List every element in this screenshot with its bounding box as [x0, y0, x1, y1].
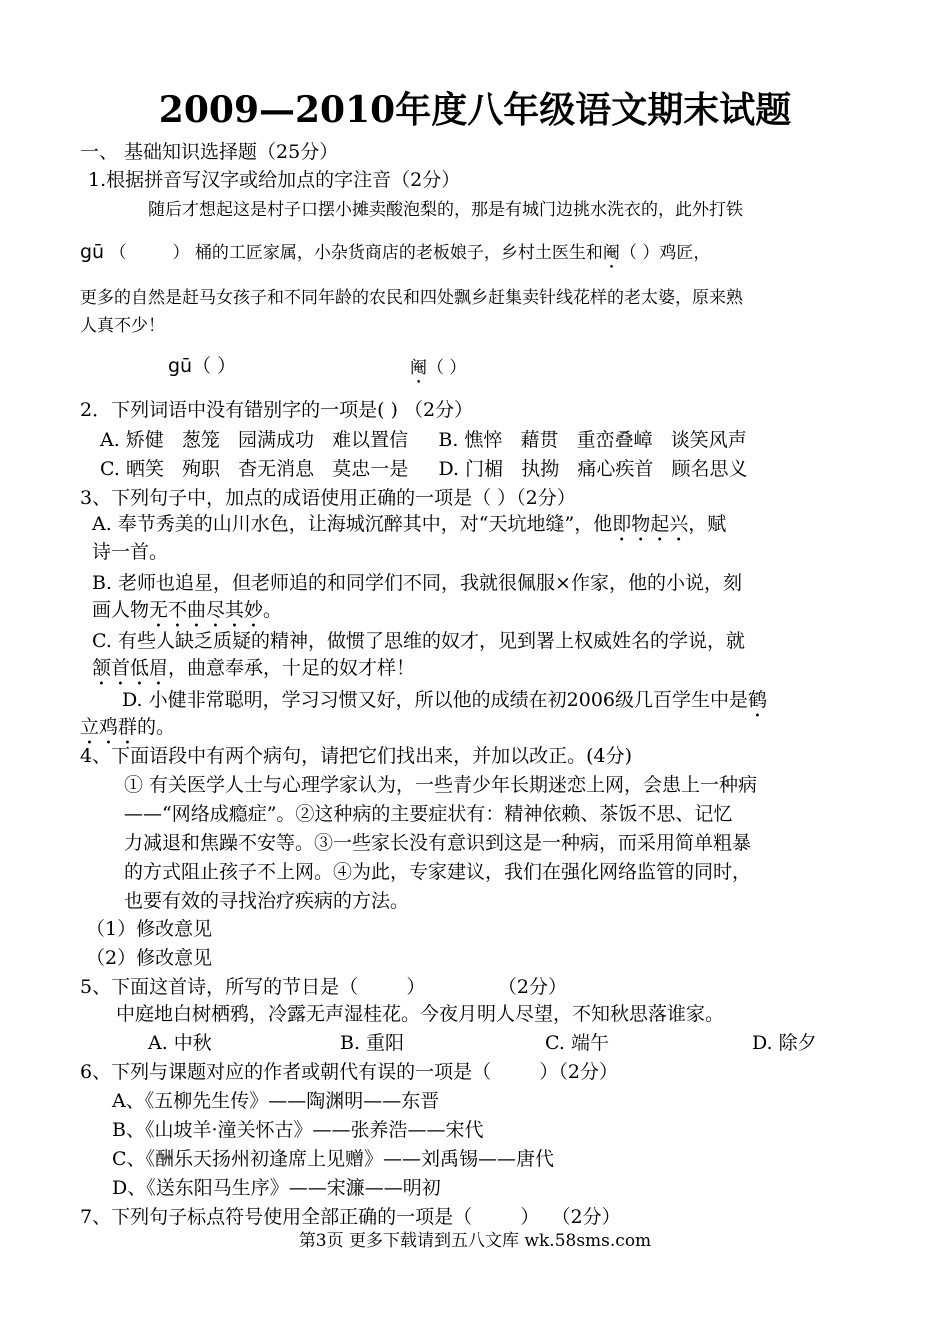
- q5-option-a[interactable]: A. 中秋: [148, 1032, 212, 1054]
- answer-gu-label: gū（ ）: [168, 355, 237, 377]
- q3-text: A. 奉节秀美的山川水色，让海城沉醉其中，对“天坑地缝”，他: [92, 513, 613, 535]
- section-heading: 一、 基础知识选择题（25分）: [80, 141, 339, 163]
- q5-option-c[interactable]: C. 端午: [545, 1032, 609, 1054]
- q1-paragraph-line: 随后才想起这是村子口摆小摊卖酸泡梨的，那是有城门边挑水洗衣的，此外打铁: [148, 200, 743, 220]
- q1-text: 桶的工匠家属，小杂货商店的老板娘子，乡村土医生和: [194, 243, 603, 263]
- q3-text: D. 小健非常聪明，学习习惯又好，所以他的成绩在初2006级几百学生中是: [122, 689, 748, 711]
- q2-options-row: C. 晒笑 殉职 杳无消息 莫忠一是 D. 门楣 执拗 痛心疾首 顾名思义: [100, 458, 748, 480]
- q3-option-b-cont: [92, 598, 282, 632]
- question-3-stem: 3、下列句子中，加点的成语使用正确的一项是（ ）（2分）: [80, 487, 576, 509]
- dotted-idiom: 立鸡群: [80, 716, 138, 738]
- q3-option-c: C. 有些人缺乏质疑的精神，做惯了思维的奴才，见到署上权威姓名的学说，就: [92, 630, 745, 652]
- q6-option-b[interactable]: B、《山坡羊·潼关怀古》——张养浩——宋代: [112, 1119, 484, 1141]
- q3-option-d: [122, 688, 767, 722]
- question-1-stem: 1.根据拼音写汉字或给加点的字注音（2分）: [88, 169, 461, 191]
- dotted-idiom: 无不曲尽其妙: [149, 599, 264, 621]
- question-6-stem: 6、下列与课题对应的作者或朝代有误的一项是（ ）（2分）: [80, 1061, 618, 1083]
- dotted-idiom: 颔首低眉: [92, 657, 169, 679]
- q6-option-c[interactable]: C、《酬乐天扬州初逢席上见赠》——刘禹锡——唐代: [112, 1148, 555, 1170]
- question-5-stem: 5、下面这首诗，所写的节日是（ ） （2分）: [80, 976, 567, 998]
- q1-text: 鸡匠，: [659, 243, 711, 263]
- page-footer: 第3页 更多下载请到五八文库 wk.58sms.com: [298, 1231, 652, 1251]
- q4-fix-1[interactable]: （1）修改意见: [86, 918, 213, 940]
- q2-options-row: A. 矫健 葱笼 园满成功 难以置信 B. 憔悴 藉贯 重峦叠嶂 谈笑风声: [100, 429, 747, 451]
- q5-poem: 中庭地白树栖鸦，冷露无声湿桂花。今夜月明人尽望，不知秋思落谁家。: [116, 1003, 725, 1025]
- q1-paragraph-line: [80, 240, 710, 273]
- dotted-idiom: 鹤: [748, 689, 768, 711]
- q3-text: ，曲意奉承，十足的奴才样！: [168, 657, 416, 679]
- answer-yan[interactable]: [410, 356, 466, 388]
- q3-text: 。: [263, 599, 283, 621]
- q4-fix-2[interactable]: （2）修改意见: [86, 947, 213, 969]
- q5-option-b[interactable]: B. 重阳: [340, 1032, 405, 1054]
- question-2-stem: 2．下列词语中没有错别字的一项是( ) （2分）: [80, 399, 474, 421]
- answer-blank[interactable]: （: [109, 243, 127, 263]
- q4-passage-line: 的方式阻止孩子不上网。④为此，专家建议，我们在强化网络监管的同时，: [124, 861, 752, 883]
- q1-paragraph-line: 更多的自然是赶马女孩子和不同年龄的农民和四处飘乡赶集卖针线花样的老太婆，原来熟: [80, 288, 743, 308]
- q3-text: 的。: [137, 716, 176, 738]
- q3-text: 画人物: [92, 599, 150, 621]
- dotted-char-yan: 阉: [602, 243, 620, 263]
- answer-blank[interactable]: （ ）: [619, 243, 660, 263]
- q6-option-d[interactable]: D、《送东阳马生序》——宋濂——明初: [112, 1177, 441, 1199]
- pinyin-gu: gū: [80, 241, 105, 263]
- question-7-stem: 7、下列句子标点符号使用全部正确的一项是（ ） （2分）: [80, 1206, 621, 1228]
- q4-passage-line: ① 有关医学人士与心理学家认为，一些青少年长期迷恋上网，会患上一种病: [124, 774, 758, 796]
- q5-option-d[interactable]: D. 除夕: [752, 1032, 817, 1054]
- q3-option-b: B. 老师也追星，但老师追的和同学们不同，我就很佩服×作家，他的小说，刻: [92, 572, 742, 594]
- q1-paragraph-line: 人真不少！: [80, 316, 165, 336]
- q4-passage-line: 也要有效的寻找治疗疾病的方法。: [124, 890, 410, 912]
- dotted-char-yan: 阉: [410, 358, 427, 378]
- q3-option-a-cont: 诗一首。: [92, 541, 169, 563]
- page-title: 2009—2010年度八年级语文期末试题: [158, 89, 792, 131]
- answer-blank: （ ）: [427, 358, 467, 378]
- q4-passage-line: ——“网络成瘾症”。②这种病的主要症状有：精神依赖、茶饭不思、记忆: [124, 803, 733, 825]
- q4-passage-line: 力减退和焦躁不安等。③一些家长没有意识到这是一种病，而采用简单粗暴: [124, 832, 752, 854]
- q3-option-c-cont: [92, 656, 415, 690]
- question-4-stem: 4、下面语段中有两个病句，请把它们找出来，并加以改正。(4分): [80, 745, 633, 767]
- answer-blank: ）: [172, 243, 190, 263]
- q3-text: ，赋: [688, 513, 727, 535]
- answer-gu[interactable]: [168, 354, 236, 378]
- dotted-idiom: 即物起兴: [612, 513, 689, 535]
- q6-option-a[interactable]: A、《五柳先生传》——陶渊明——东晋: [112, 1090, 440, 1112]
- q3-option-a: [92, 512, 726, 546]
